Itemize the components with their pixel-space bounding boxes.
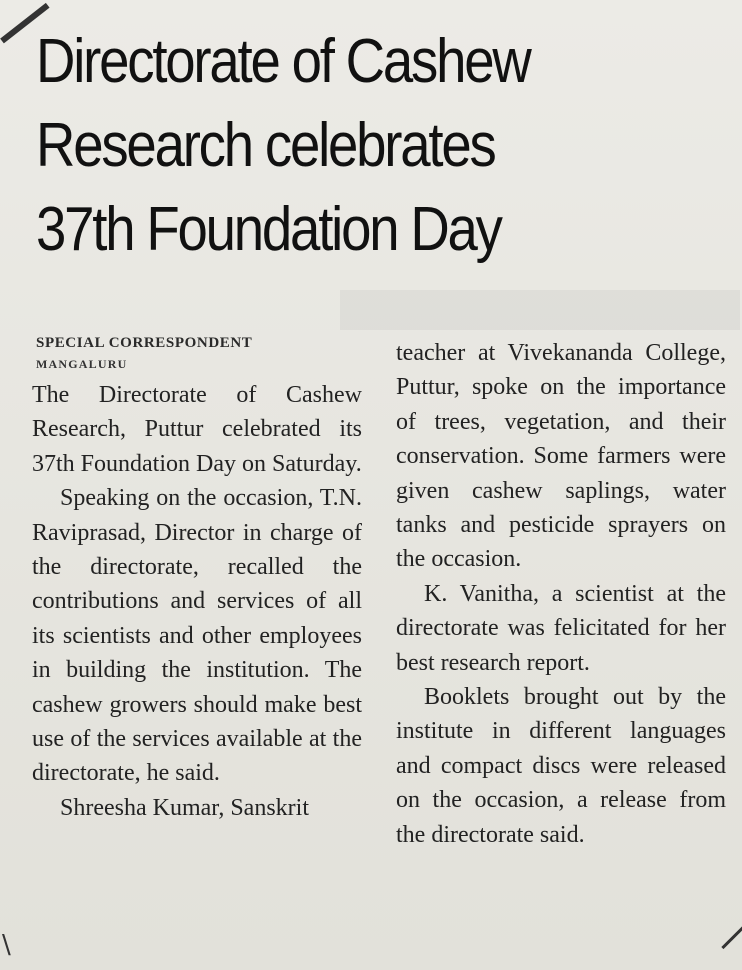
article-column-right [396, 336, 726, 852]
paragraph-3-continued: teacher at Vivekananda College, Puttur, spoke on the importance of trees, vegetation, and their conservation. Some farmers were given cashew saplings, water tanks and pesticide sprayers on the occasion. [396, 340, 726, 573]
paragraph-3-start: Shreesha Kumar, Sanskrit [60, 794, 309, 821]
article-column-left [32, 332, 362, 825]
paragraph-1: The Directorate of Cashew Research, Puttur celebrated its 37th Foundation Day on Saturday. [32, 382, 362, 477]
corner-scribble-mark: \ [2, 930, 11, 960]
dateline: MANGALURU [36, 357, 128, 371]
headline [36, 20, 643, 272]
headline-line-2: Research celebrates [36, 111, 495, 180]
byline: SPECIAL CORRESPONDENT [36, 335, 253, 351]
headline-line-1: Directorate of Cashew [36, 27, 530, 96]
paragraph-4: K. Vanitha, a scientist at the directorate was felicitated for her best research report. [396, 580, 726, 676]
paragraph-2: Speaking on the occasion, T.N. Raviprasad, Director in charge of the directorate, recalled the contributions and services of all its scientists and other employees in building the institution. The cashew growers should make best use of the services available at the directorate, he said. [32, 485, 362, 787]
paragraph-5: Booklets brought out by the institute in different languages and compact discs were released on the occasion, a release from the directorate said. [396, 684, 726, 848]
corner-cut-mark [721, 926, 742, 949]
bleed-through-band [340, 290, 740, 330]
headline-line-3: 37th Foundation Day [36, 195, 501, 264]
